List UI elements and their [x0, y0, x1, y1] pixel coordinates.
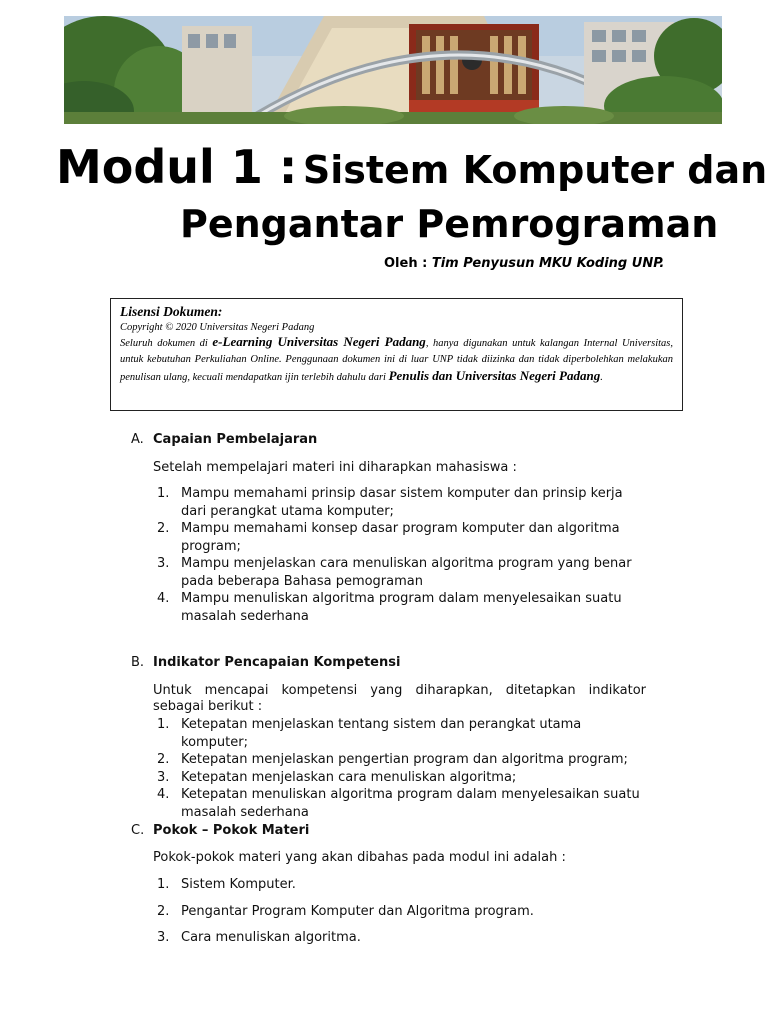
list-item-number: 3.: [157, 556, 170, 571]
list-item: [153, 716, 643, 751]
license-body-owner: Penulis dan Universitas Negeri Padang: [388, 368, 601, 383]
section-c-title: Pokok – Pokok Materi: [153, 823, 310, 838]
section-a-title: Capaian Pembelajaran: [153, 432, 318, 447]
license-body-c: , hanya digunakan untuk kalangan Internal Universitas, untuk kebutuhan Perkuliahan Online. Penggunaan dokumen ini di luar UNP tidak diizinka dan tidak diperbolehkan melakukan penulisan ulang, kecuali mendapatkan ijin terlebih dahulu dari: [120, 338, 673, 383]
list-item-number: 1.: [157, 486, 170, 501]
list-item-text: Cara menuliskan algoritma.: [181, 930, 361, 945]
list-item-text: Ketepatan menjelaskan cara menuliskan algoritma;: [181, 769, 517, 785]
author-line: [384, 256, 664, 271]
module-number: Modul 1 :: [56, 140, 298, 194]
list-item-number: 1.: [157, 877, 170, 892]
list-item-text: Mampu menuliskan algoritma program dalam menyelesaikan suatu masalah sederhana: [181, 591, 622, 624]
list-item-number: 4.: [157, 591, 170, 606]
list-item: [153, 769, 643, 787]
list-item: [153, 555, 643, 590]
list-item-text: Sistem Komputer.: [181, 877, 296, 892]
header-banner-image: [64, 16, 722, 124]
list-item: [153, 929, 643, 947]
list-item-number: 1.: [157, 717, 170, 732]
list-item-number: 2.: [157, 752, 170, 767]
license-body-e: .: [600, 372, 603, 383]
section-a-letter: A.: [131, 432, 144, 447]
list-item-number: 4.: [157, 787, 170, 802]
list-item-number: 2.: [157, 903, 170, 919]
list-item-text: Pengantar Program Komputer dan Algoritma program.: [181, 903, 534, 919]
section-b-title: Indikator Pencapaian Kompetensi: [153, 655, 401, 670]
license-body: [120, 334, 673, 386]
list-item-text: Ketepatan menjelaskan tentang sistem dan perangkat utama komputer;: [181, 717, 582, 750]
module-title-line-1: [56, 140, 767, 194]
section-c-heading: [131, 823, 309, 838]
section-b-intro: Untuk mencapai kompetensi yang diharapkan, ditetapkan indikator sebagai berikut :: [153, 683, 646, 714]
list-item-number: 3.: [157, 769, 170, 785]
license-copyright: Copyright © 2020 Universitas Negeri Padang: [120, 322, 315, 333]
list-item-text: Mampu menjelaskan cara menuliskan algoritma program yang benar pada beberapa Bahasa pemograman: [181, 556, 632, 589]
section-b-heading: [131, 655, 400, 670]
list-item: [153, 751, 643, 769]
module-title-text-1: Sistem Komputer dan: [302, 148, 768, 192]
list-item: [153, 520, 643, 555]
list-item-text: Ketepatan menuliskan algoritma program dalam menyelesaikan suatu masalah sederhana: [181, 787, 640, 820]
license-box: [110, 298, 683, 411]
list-item-text: Ketepatan menjelaskan pengertian program dan algoritma program;: [181, 752, 628, 767]
section-c-letter: C.: [131, 823, 145, 838]
section-b-letter: B.: [131, 655, 145, 670]
list-item-text: Mampu memahami konsep dasar program komputer dan algoritma program;: [181, 521, 620, 554]
list-item-number: 3.: [157, 930, 170, 945]
section-c-intro: Pokok-pokok materi yang akan dibahas pada modul ini adalah :: [153, 850, 566, 865]
section-b-list: [153, 716, 643, 821]
section-a-heading: [131, 432, 317, 447]
section-a-list: [153, 485, 643, 625]
license-body-a: Seluruh dokumen di: [120, 338, 208, 349]
list-item-text: Mampu memahami prinsip dasar sistem komputer dan prinsip kerja dari perangkat utama komputer;: [181, 486, 623, 519]
list-item: [153, 590, 643, 625]
license-body-elearning: e-Learning Universitas Negeri Padang: [212, 334, 426, 349]
author-name: Tim Penyusun MKU Koding UNP.: [431, 256, 665, 271]
list-item: [153, 485, 643, 520]
list-item: [153, 786, 643, 821]
list-item: [153, 903, 643, 921]
author-prefix: Oleh :: [384, 256, 428, 271]
section-a-intro: Setelah mempelajari materi ini diharapkan mahasiswa :: [153, 460, 517, 475]
license-title: Lisensi Dokumen:: [120, 304, 223, 319]
module-title-line-2: Pengantar Pemrograman: [180, 202, 719, 246]
section-c-list: [153, 876, 643, 956]
list-item-number: 2.: [157, 521, 170, 536]
list-item: [153, 876, 643, 894]
